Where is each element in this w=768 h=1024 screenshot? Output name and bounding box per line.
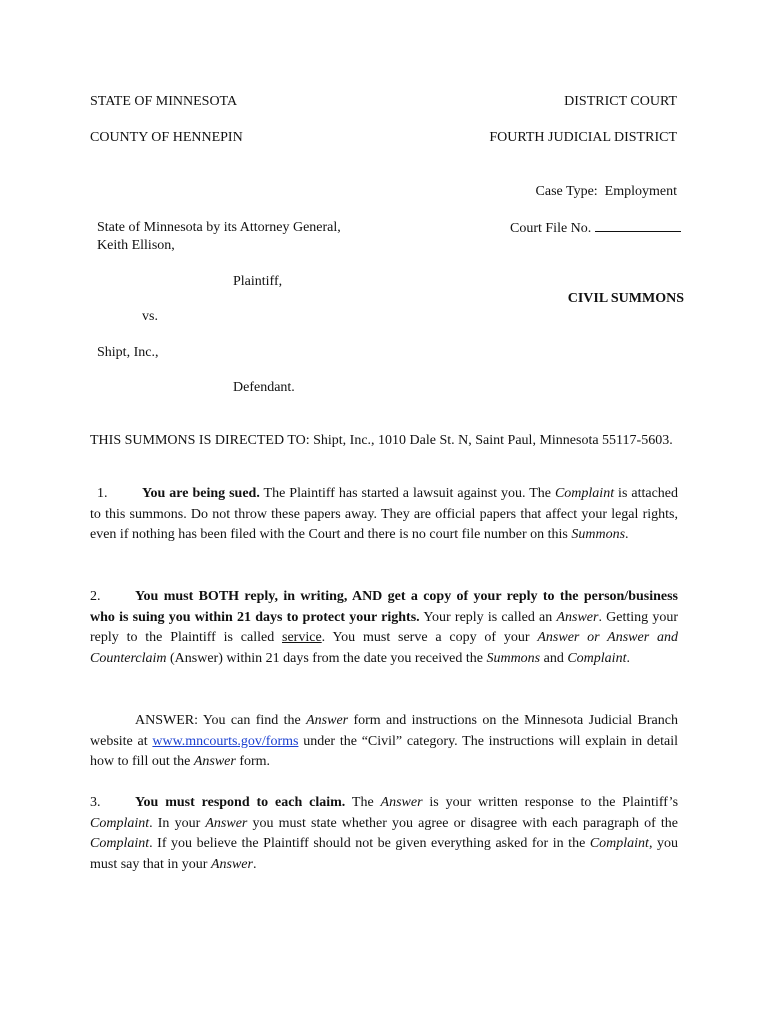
paragraph-1-text: is attached to this summons. Do not throw these papers away. They are official papers that affect your legal rights, even if nothing has been filed with the Court and there is no court file number on this [90, 486, 678, 543]
paragraph-3-text: . [252, 857, 257, 873]
paragraph-2-text: (Answer) within 21 days from the date you received the [166, 651, 487, 667]
paragraph-2-emphasis: Complaint [567, 651, 627, 667]
case-type-value: Employment [604, 184, 677, 199]
plaintiff-line-2: Keith Ellison, [97, 238, 175, 253]
paragraph-3-text: . In your [149, 815, 206, 831]
paragraph-3-emphasis: Answer [380, 795, 423, 810]
paragraph-3-emphasis: Complaint [90, 836, 150, 852]
paragraph-1-number: 1. [97, 486, 108, 501]
defendant-role: Defendant. [233, 380, 295, 395]
answer-text: ANSWER: You can find the [135, 713, 307, 728]
paragraph-3-text: you must state whether you agree or disagree with each paragraph of the [247, 815, 679, 831]
paragraph-1 [90, 484, 678, 546]
paragraph-2-text: . You must serve a copy of your [321, 630, 538, 646]
paragraph-1-text: The Plaintiff has started a lawsuit against you. The [259, 486, 555, 501]
paragraph-1-heading: You are being sued. [142, 486, 260, 501]
court-file-blank [595, 218, 681, 232]
paragraph-2-text: and [540, 651, 568, 667]
paragraph-2 [90, 587, 678, 670]
answer-text: form and instructions on the Minnesota Judicial Branch website at [90, 713, 678, 749]
case-type [536, 183, 677, 201]
paragraph-2-text: . [626, 651, 630, 667]
paragraph-3-text: is your written response to the Plaintiff’s [422, 795, 679, 810]
paragraph-2-emphasis: Summons [486, 651, 541, 667]
paragraph-3 [90, 793, 678, 876]
paragraph-3-number: 3. [90, 795, 101, 810]
paragraph-1-emphasis: Complaint [554, 486, 615, 501]
court-file-number [510, 218, 681, 238]
paragraph-2-emphasis: Answer or Answer and Counterclaim [90, 630, 678, 667]
court-file-label: Court File No. [510, 221, 592, 236]
paragraph-3-emphasis: Answer [205, 815, 248, 831]
court-heading: DISTRICT COURT [564, 94, 677, 109]
service-term: service [282, 630, 322, 646]
paragraph-3-emphasis: Complaint [90, 815, 150, 831]
county-heading: COUNTY OF HENNEPIN [90, 130, 243, 145]
district-heading: FOURTH JUDICIAL DISTRICT [489, 130, 677, 145]
document-title: CIVIL SUMMONS [567, 291, 684, 306]
paragraph-2-text: . Getting your reply to the Plaintiff is called [90, 609, 679, 646]
paragraph-3-heading: You must respond to each claim. [135, 795, 346, 810]
paragraph-2-heading: You must BOTH reply, in writing, AND get a copy of your reply to the person/business who is suing you within 21 days to protect your rights. [90, 589, 678, 625]
paragraph-1-text: . [625, 527, 629, 543]
mncourts-forms-link[interactable]: www.mncourts.gov/forms [152, 733, 299, 749]
answer-emphasis: Answer [306, 713, 349, 728]
plaintiff-line-1: State of Minnesota by its Attorney General, [97, 220, 341, 235]
answer-paragraph [90, 711, 678, 773]
paragraph-2-number: 2. [90, 589, 101, 604]
plaintiff-role: Plaintiff, [233, 274, 283, 289]
paragraph-3-text: The [345, 795, 381, 810]
paragraph-3-text: , you must say that in your [90, 836, 678, 873]
case-type-label: Case Type: [535, 184, 598, 199]
paragraph-3-emphasis: Answer [210, 857, 253, 873]
paragraph-3-text: . If you believe the Plaintiff should not be given everything asked for in the [149, 836, 590, 852]
paragraph-3-emphasis: Complaint [589, 836, 649, 852]
paragraph-2-text: Your reply is called an [419, 609, 557, 625]
answer-text: form. [235, 754, 271, 770]
directed-to: THIS SUMMONS IS DIRECTED TO: Shipt, Inc., 1010 Dale St. N, Saint Paul, Minnesota 55117-5603. [90, 433, 673, 448]
state-heading: STATE OF MINNESOTA [90, 94, 238, 109]
answer-text: under the “Civil” category. The instructions will explain in detail how to fill out the [90, 733, 678, 770]
paragraph-2-emphasis: Answer [556, 609, 599, 625]
versus-label: vs. [142, 309, 158, 324]
defendant-name: Shipt, Inc., [97, 345, 159, 360]
paragraph-1-emphasis: Summons [571, 527, 626, 543]
answer-emphasis: Answer [193, 754, 236, 770]
